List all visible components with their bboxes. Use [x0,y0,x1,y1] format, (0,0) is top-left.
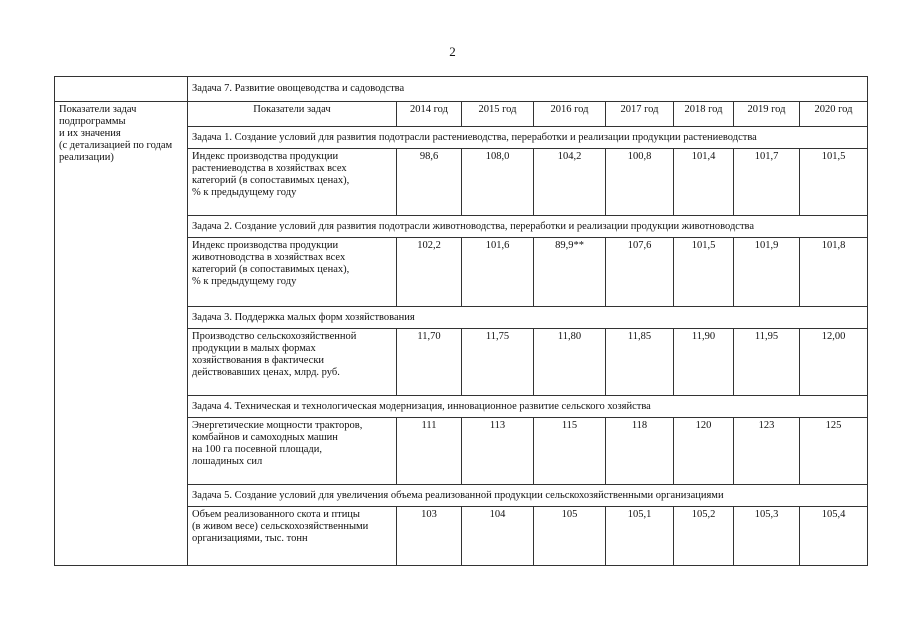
value-cell: 11,95 [734,329,800,396]
header-year: 2019 год [734,102,800,127]
indicator-line: категорий (в сопоставимых ценах), [192,264,350,275]
header-indicator: Показатели задач [188,102,397,127]
indicator-line: Индекс производства продукции [192,151,339,162]
value-cell: 113 [462,418,534,485]
value-cell: 11,90 [674,329,734,396]
task-title: Задача 2. Создание условий для развития подотрасли животноводства, переработки и реализации продукции животноводства [188,216,868,238]
value-cell: 101,9 [734,238,800,307]
value-cell: 11,80 [534,329,606,396]
indicator-line: хозяйствования в фактически [192,355,325,366]
left-label-line: Показатели задач [59,104,137,115]
value-cell: 115 [534,418,606,485]
indicator-line: комбайнов и самоходных машин [192,432,338,443]
value-cell: 120 [674,418,734,485]
header-year: 2014 год [397,102,462,127]
indicator-line: животноводства в хозяйствах всех [192,252,346,263]
value-cell: 111 [397,418,462,485]
indicators-table [54,76,868,566]
task-title: Задача 5. Создание условий для увеличения объема реализованной продукции сельскохозяйственными организациями [188,485,868,507]
task-title: Задача 3. Поддержка малых форм хозяйствования [188,307,868,329]
value-cell: 101,8 [800,238,868,307]
indicator-line: Объем реализованного скота и птицы [192,509,360,520]
value-cell: 101,7 [734,149,800,216]
indicator-cell [188,238,397,307]
indicator-cell [188,418,397,485]
value-cell: 89,9** [534,238,606,307]
value-cell: 100,8 [606,149,674,216]
value-cell: 105,1 [606,507,674,566]
left-label-line: подпрограммы [59,116,126,127]
value-cell: 101,4 [674,149,734,216]
indicator-line: Энергетические мощности тракторов, [192,420,363,431]
value-cell: 104,2 [534,149,606,216]
header-year: 2018 год [674,102,734,127]
left-label-line: реализации) [59,152,114,163]
indicator-cell [188,507,397,566]
value-cell: 104 [462,507,534,566]
value-cell: 11,85 [606,329,674,396]
indicator-line: (в живом весе) сельскохозяйственными [192,521,369,532]
value-cell: 105,3 [734,507,800,566]
value-cell: 103 [397,507,462,566]
value-cell: 101,5 [800,149,868,216]
indicator-cell [188,149,397,216]
header-year: 2020 год [800,102,868,127]
value-cell: 11,75 [462,329,534,396]
indicator-line: Индекс производства продукции [192,240,339,251]
section-title: Задача 7. Развитие овощеводства и садоводства [188,77,868,102]
header-year: 2015 год [462,102,534,127]
header-year: 2017 год [606,102,674,127]
empty-corner-cell [55,77,188,102]
indicator-line: % к предыдущему году [192,187,297,198]
value-cell: 105 [534,507,606,566]
indicator-line: на 100 га посевной площади, [192,444,322,455]
indicator-line: % к предыдущему году [192,276,297,287]
left-label-cell [55,102,188,566]
left-label-line: (с детализацией по годам [59,140,173,151]
value-cell: 105,2 [674,507,734,566]
indicator-line: продукции в малых формах [192,343,316,354]
value-cell: 123 [734,418,800,485]
value-cell: 101,6 [462,238,534,307]
indicator-line: лошадиных сил [192,456,263,467]
value-cell: 125 [800,418,868,485]
indicator-line: Производство сельскохозяйственной [192,331,357,342]
header-year: 2016 год [534,102,606,127]
indicator-line: категорий (в сопоставимых ценах), [192,175,350,186]
value-cell: 101,5 [674,238,734,307]
indicator-line: действовавших ценах, млрд. руб. [192,367,340,378]
indicator-line: организациями, тыс. тонн [192,533,308,544]
task-title: Задача 1. Создание условий для развития подотрасли растениеводства, переработки и реализации продукции растениеводства [188,127,868,149]
value-cell: 108,0 [462,149,534,216]
left-label-line: и их значения [59,128,121,139]
value-cell: 102,2 [397,238,462,307]
value-cell: 105,4 [800,507,868,566]
value-cell: 98,6 [397,149,462,216]
value-cell: 11,70 [397,329,462,396]
page-number: 2 [449,44,456,59]
value-cell: 107,6 [606,238,674,307]
indicator-cell [188,329,397,396]
task-title: Задача 4. Техническая и технологическая модернизация, инновационное развитие сельского хозяйства [188,396,868,418]
value-cell: 118 [606,418,674,485]
indicator-line: растениеводства в хозяйствах всех [192,163,347,174]
value-cell: 12,00 [800,329,868,396]
